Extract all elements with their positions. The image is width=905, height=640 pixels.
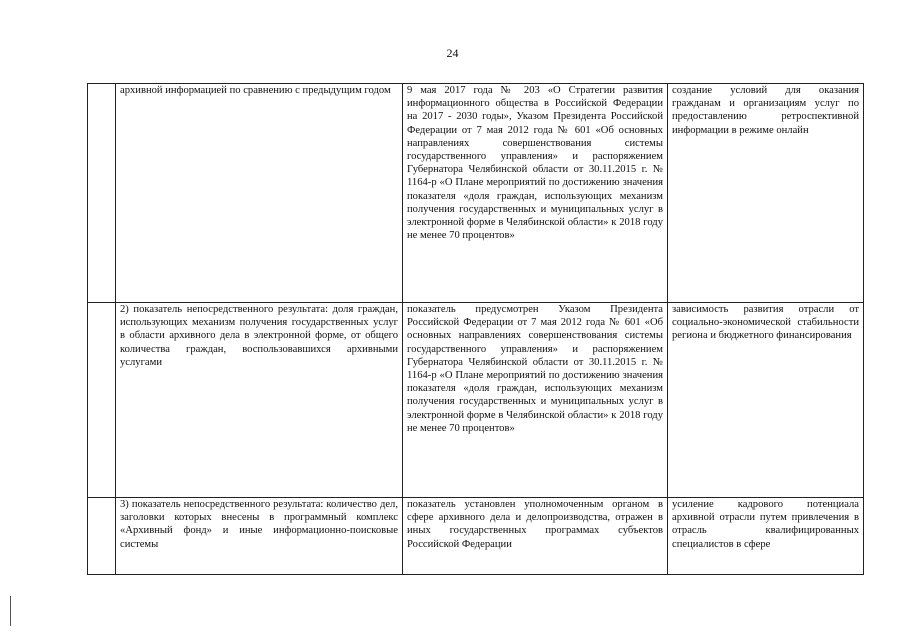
table-row [88, 303, 864, 498]
basis-cell: показатель предусмотрен Указом Президента Российской Федерации от 7 мая 2012 года № 601 «Об основных направлениях совершенствования системы государственного управления» и распоряжением Губернатора Челябинской области от 30.11.2015 г. № 1164-р «О Плане мероприятий по достижению значения показателя «доля граждан, использующих механизм получения государственных и муниципальных услуг в электронной форме в Челябинской области» к 2018 году не менее 70 процентов» [403, 303, 668, 498]
page-number: 24 [446, 46, 459, 60]
basis-cell: показатель установлен уполномоченным органом в сфере архивного дела и делопроизводства, отражен в иных государственных программах субъектов Российской Федерации [403, 498, 668, 575]
factors-cell: усиление кадрового потенциала архивной отрасли путем привлечения в отрасль квалифицированных специалистов в сфере [668, 498, 864, 575]
indicator-cell: 3) показатель непосредственного результата: количество дел, заголовки которых внесены в программный комплекс «Архивный фонд» и иные информационно-поисковые системы [116, 498, 403, 575]
indicator-cell: 2) показатель непосредственного результата: доля граждан, использующих механизм получения государственных услуг в области архивного дела в электронной форме, от общего количества граждан, воспользовавшихся архивными услугами [116, 303, 403, 498]
indicators-table [87, 83, 864, 575]
factors-cell: создание условий для оказания гражданам и организациям услуг по предоставлению ретроспективной информации в режиме онлайн [668, 84, 864, 303]
row-number-cell [88, 84, 116, 303]
factors-cell: зависимость развития отрасли от социально-экономической стабильности региона и бюджетного финансирования [668, 303, 864, 498]
row-number-cell [88, 498, 116, 575]
table-row [88, 84, 864, 303]
row-number-cell [88, 303, 116, 498]
indicator-cell: архивной информацией по сравнению с предыдущим годом [116, 84, 403, 303]
margin-mark [10, 596, 11, 626]
basis-cell: 9 мая 2017 года № 203 «О Стратегии развития информационного общества в Российской Федерации на 2017 - 2030 годы», Указом Президента Российской Федерации от 7 мая 2012 года № 601 «Об основных направлениях совершенствования системы государственного управления» и распоряжением Губернатора Челябинской области от 30.11.2015 г. № 1164-р «О Плане мероприятий по достижению значения показателя «доля граждан, использующих механизм получения государственных и муниципальных услуг в электронной форме в Челябинской области» к 2018 году не менее 70 процентов» [403, 84, 668, 303]
table-row [88, 498, 864, 575]
